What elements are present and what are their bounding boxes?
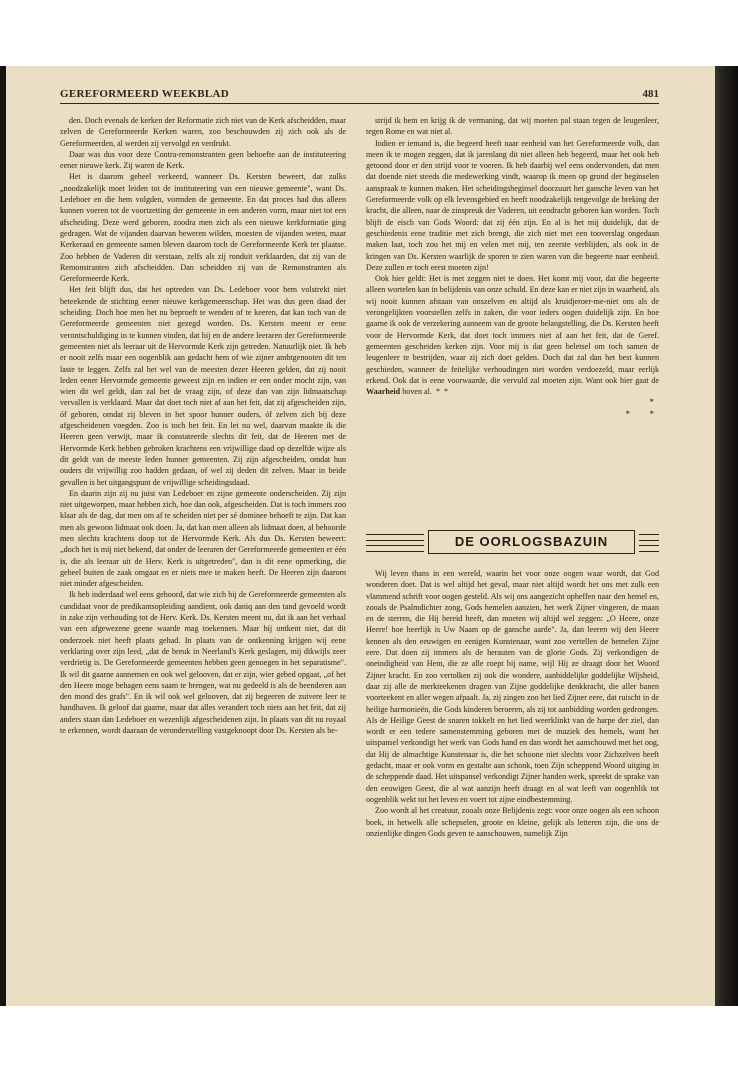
paragraph: Daar was dus voor deze Contra-remonstranten geen behoefte aan de instituteering eener nieuwe kerk. Zij waren de Kerk.	[60, 149, 346, 171]
paragraph: Zoo wordt al het creatuur, zooals onze Belijdenis zegt: voor onze oogen als een schoon boek, in hetwelk alle schepselen, groote en kleine, gelijk als letteren zijn, die ons de onzienlijke dingen Gods geven te aanschouwen, namelijk Zijn	[366, 806, 659, 838]
left-column	[60, 115, 346, 997]
section-end-ornament: * *	[433, 387, 449, 397]
paragraph: Het is daarom geheel verkeerd, wanneer Ds. Kersten beweert, dat zulks „noodzakelijk moet leiden tot de instituteering van een nieuwe gemeente", want Ds. Ledeboer en die hem volgden, vormden de gemeente. En dat proces had dus alleen kunnen voeren tot de voortzetting der gemeente in een anderen vorm, maar niet tot een afscheiding. Deze werd geboren, zoodra men zich als een nieuwe kerkformatie ging gedragen. Wat de vijanden daarvan beweren wilden, moesten de vijanden weten, maar Kerkeraad en gemeente samen bleven daarom toch de Gereformeerde Kerk ter plaatse. Zoo hebben de Vaderen dit verstaan, zelfs als zij ronduit verklaarden, dat zij van de Remonstranten zich afscheidden. Dan scheidden zij van de Remonstranten als Gereformeerde Kerk.	[60, 172, 346, 284]
paper-sheet	[6, 66, 715, 1006]
end-ornament-stars: * * *	[625, 397, 659, 419]
paragraph: strijd ik hem en krijg ik de vermaning, dat wij moeten pal staan tegen de leugenleer, tegen Rome en wat niet al.	[366, 116, 659, 137]
paragraph: Indien er iemand is, die begeerd heeft naar eenheid van het Gereformeerde volk, dan meen ik te mogen zeggen, dat ik jarenlang dit niet alleen heb begeerd, maar het ook heb getoond door er den strijd voor te voeren. Ik heb daarbij wel eens ondervonden, dat men dat doende niet steeds die medewerking vindt, waarop ik meen op grond der beginselen aanspraak te kunnen maken. Het scheidingsbeginsel doorzuurt het gansche leven van het Gereformeerde volk op elk levensgebied en heeft noodzakelijk tengevolge de breking der kracht, die alleen, naar de zinspreuk der Vaderen, uit eendracht geboren kan worden. Toch blijft de eisch van Gods Woord: dat zij één zijn. En al is het mij duidelijk, dat de geschiedenis eene traditie met zich brengt, die zich niet met een tooverslag ongedaan maken laat, toch zou het mij en velen met mij, ten zeerste verblijden, als ook in de kringen van Ds. Kersten waarlijk de sporen te zien waren van die begeerte naar eenheid. Deze zullen er toch eerst moeten zijn!	[366, 138, 659, 272]
heading-rule-right	[639, 534, 659, 552]
paragraph: den. Doch evenals de kerken der Reformatie zich niet van de Kerk afscheidden, maar zelven de Gereformeerde Kerken waren, zoo beschouwden zij zich ook als de Gereformeerden, al werden zij vervolgd en verdrukt.	[60, 116, 346, 148]
heading-rule-left	[366, 534, 424, 552]
paragraph: En daarin zijn zij nu juist van Ledeboer en zijne gemeente onderscheiden. Zij zijn niet uitgeworpen, maar hebben zich, hoe dan ook, afgescheiden. Dat is toch immers zoo klaar als de dag, dat men om af te scheiden niet per sé dominee behoeft te zijn. Dat kan men als gewoon lidmaat ook doen. Ja, dat kan men alleen als lidmaat doen, al behoorde men slechts krachtens doop tot de Hervormde Kerk. Als dus Ds. Kersten beweert: „doch het is mij niet bekend, dat onder de leeraren der Gereformeerde gemeenten er één is, die als leeraar uit de Herv. Kerk is uitgetreden", dan is dit eene opmerking, die geheel buiten de zaak omgaat en er niets mee te maken heeft. De Heeren zijn daarom niet minder afgescheiden.	[60, 488, 346, 589]
paragraph: Ik heb inderdaad wel eens gehoord, dat wie zich bij de Gereformeerde gemeenten als candidaat voor de predikantsopleiding aandient, ook daniq aan den tand gevoeld wordt in zake zijn verhouding tot de Herv. Kerk. Ds. Kersten meent nu, dat ik aan het verhaal van een afgewezene geene waarde mag toekennen. Maar hij ontkent niet, dat dit onderzoek niet heeft plaats gehad. In plaats van de ontkenning krijgen wij eene verklaring over zijn leed, „dat de breuk in Neerland's Kerk geslagen, mij dikwijls zeer verdrietig is. De Gereformeerde gemeenten hebben geen genoegen in het separatisme". Ik wil dit gaarne aannemen en ook wel gelooven, dat er zijn, wier gebed opgaat, „of het den Heere moge behagen eens saam te brengen, wat nu gedeeld is als de beenderen aan den mond des grafs". En ik wil ook wel gelooven, dat zij begeeren de zuivere leer te handhaven. Ik geloof dat gaarne, maar dat alles verandert toch niets aan het feit, dat zij anders staan dan Ledeboer en wezenlijk afgescheidenen zijn. In plaats van dit nu royaal te erkennen, wordt daaraan de veronderstelling vastgeknoopt door Ds. Kersten als be-	[60, 590, 346, 736]
section-heading	[366, 527, 659, 557]
page-number: 481	[642, 88, 659, 100]
running-header	[60, 87, 659, 104]
book-page-edge	[715, 66, 738, 1006]
section-title: DE OORLOGSBAZUIN	[428, 530, 635, 554]
emphasized-word: Waarheid	[366, 387, 401, 397]
closing-tail: boven al.	[402, 387, 432, 397]
right-column-bottom	[366, 568, 659, 1000]
closing-sentence: Ook hier geldt: Het is met zeggen niet te doen. Het komt mij voor, dat die begeerte alleen wortelen kan in belijdenis van onze schuld. En deze kan er niet zijn in waarheid, als wij nooit kunnen afstaan van onszelven en altijd als kruidjeroer-me-niet ons als de verongelijkten voorstellen zelfs in zaken, die voor ieders oogen duidelijk zijn. En hoe gaarne ik ook de verzekering aanneem van de groote belangstelling, die Ds. Kersten heeft voor de Hervormde Kerk, dat doet toch immers niet af aan het feit, dat de Geref. gemeenten gescheiden kerken zijn. Voor mij is dat geen beletsel om toch samen de leugenleer te bestrijden, waar zij zich doet gelden. Doch dat zal dan het best kunnen geschieden, wanneer de feitelijke verhoudingen niet worden verdoezeld, maar eerlijk erkend. Ook dat is eene voorwaarde, die vervuld zal moeten zijn. Want ook hier gaat de	[366, 274, 659, 385]
scanned-page	[0, 66, 738, 1006]
right-column-top	[366, 115, 659, 555]
paragraph	[366, 273, 659, 397]
paragraph: Het feit blijft dus, dat het optreden van Ds. Ledeboer voor hem volstrekt niet beteekende de stichting eener nieuwe kerkgemeenschap. Het was dus geen daad der scheiding. Doch hoe men het nu beproeft te wenden of te keeren, dat kan toch van de Gereformeerde gemeenten niet gezegd worden. Ds. Kersten meent er eene verontschuldiging in te kunnen vinden, dat hij en de andere leeraren der Gereformeerde gemeenten niet als leeraar uit de Hervormde Kerk zijn getreden. Natuurlijk niet. Ik heb er nooit zelfs maar een oogenblik aan gedacht hem of wie zijner ambtgenooten dit ten laste te leggen. Zelfs zal het wel van de meesten dezer Heeren gelden, dat zij nooit leden eener Hervormde gemeente geweest zijn en indien er een onder mocht zijn, van wien dit wel geldt, dan zal het de vraag zijn, of deze dan van zijn lidmaatschap vervallen is verklaard. Maar dat doet toch niet af aan het feit, dat zij afgescheiden zijn, óf geboren, omdat zij bleven in het spoor hunner ouders, óf zelven zich bij deze afgescheidenen voegden. Zoo is toch het feit. En let nu wel, daarvan maakte ik die Heeren geen verwijt, maar ik constateerde slechts dit feit, dat de Heeren met de Hervormde Kerk hebben gebroken krachtens een vrijwillige daad op dezelfde wijze als dit geldt van de meeste leden hunner gemeenten. Zij zijn afgescheiden, omdat hun ouders dit vrijwillig zoo hadden gedaan, of wel zij deden dit zelven. Maar in beide gevallen is het uitgangspunt de vrijwillige scheidingsdaad.	[60, 285, 346, 487]
publication-title: GEREFORMEERD WEEKBLAD	[60, 88, 229, 100]
paragraph: Wij leven thans in een wereld, waarin het voor onze oogen waar wordt, dat God wonderen doet. Dat is wel altijd het geval, maar niet altijd wordt het ons met zulk een vlammend schrift voor oogen gesteld. Als wij ons aangezicht opheffen naar den hemel en, zooals de Psalmdichter zong, Gods hemelen aanzien, het werk Zijner vingeren, de maan en de sterren, die Hij bereid heeft, dan moeten wij altijd wel zeggen: „O Heere, onze Heere! hoe heerlijk is Uw Naam op de gansche aarde". Ja, dan leeren wij den Heere kennen als den eeuwigen en eenigen Kunstenaar, want zoo vertellen de hemelen Zijne eere. Dat doen zij immers als de herauten van de glorie Gods. Zij verkondigen de oneindigheid van Hem, die ze alle roept bij name, wijl Hij ze draagt door het Woord Zijner kracht. En zoo vertolken zij ook die wondere, aanbiddelijke goddelijke Wijsheid, daar zij alle de merkteekenen dragen van Zijne goddelijke denkkracht, die aller banen voorteekent en aller wegen afpaalt. Ja, zij zingen zoo het lied Zijner eere, dat ruischt in de heilige harmonieën, die Gods kinderen beroeren, als zij tot aanbidding worden gedrongen. Als de Heilige Geest de snaren tokkelt en het lied weerklinkt van de harpe der ziel, dan wordt er een tedere samenstemming geboren met de muziek des hemels, want het uitspansel verkondigt het werk van Gods hand en dan wordt het aanschouwd met het oog, dat Hij de almachtige Kunstenaar is, die het schoone niet slechts voor Zichzelven heeft gedacht, maar er ook vorm en gestalte aan schonk, toen Zijn scheppend Woord uitging in de scheppende daad. Het uitspansel verkondigt Zijner handen werk, spreekt de sprake van den eeuwigen Geest, die al wat aanzijn heeft draagt en al wat leeft van oogenblik tot oogenblik wekt tot het leven en voert tot zijne eindbestemming.	[366, 569, 659, 804]
